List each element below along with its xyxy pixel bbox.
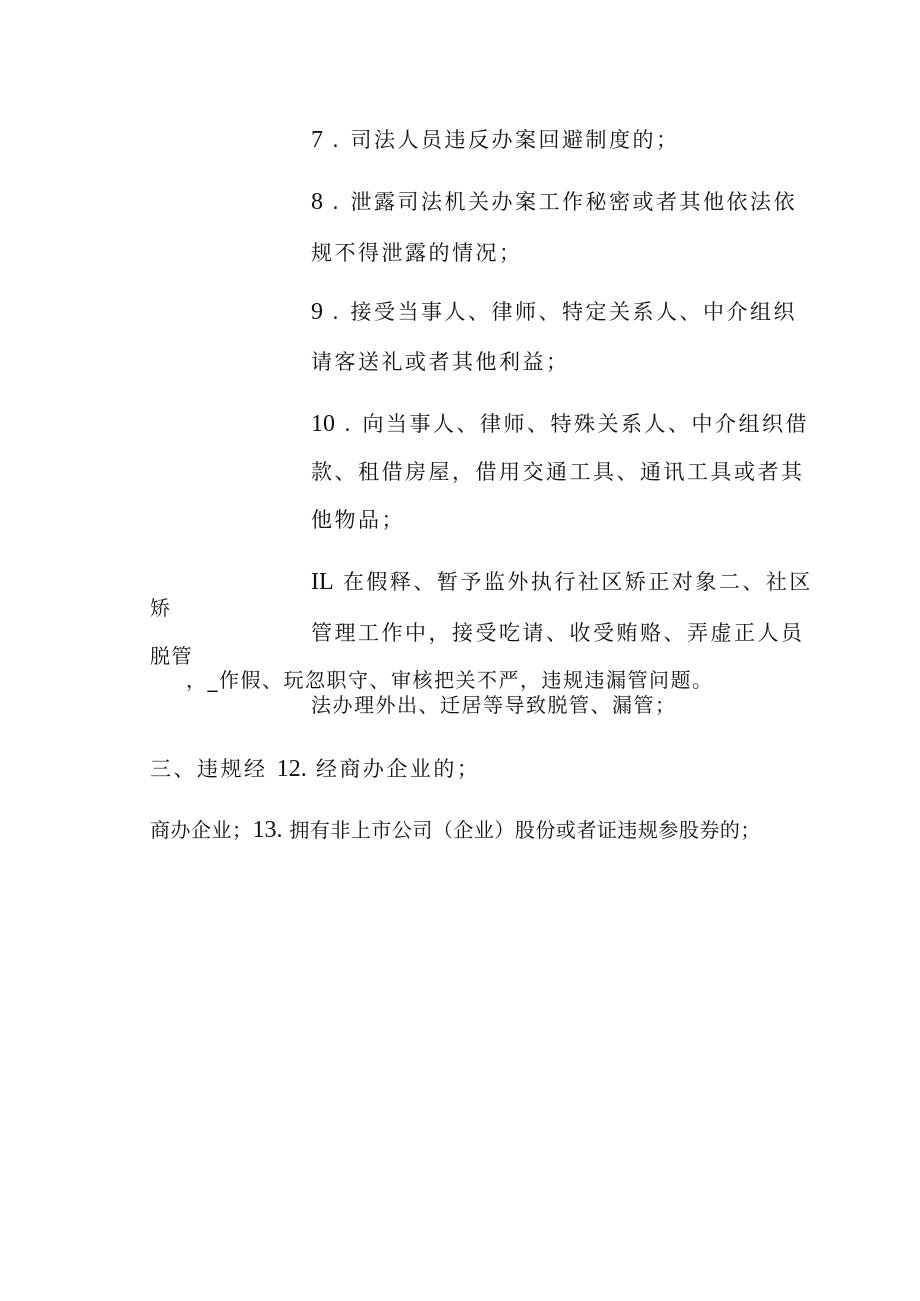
item-8-line-1 — [311, 190, 797, 214]
item-11-line-2: 管理工作中，接受吃请、收受贿赂、弄虚正人员 — [311, 621, 805, 645]
item-10-line-2: 款、租借房屋，借用交通工具、通讯工具或者其 — [311, 460, 805, 484]
item-9-text-1: . 接受当事人、律师、特定关系人、中介组织 — [323, 300, 798, 324]
item-12-number: 12. — [276, 756, 307, 782]
item-11-line-1 — [311, 570, 813, 594]
item-8-text-1: . 泄露司法机关办案工作秘密或者其他依法依 — [323, 190, 798, 214]
item-13-line — [150, 818, 761, 842]
item-11-number: IL — [311, 569, 334, 595]
item-13-prefix: 商办企业； — [150, 818, 253, 842]
item-10-text-1: . 向当事人、律师、特殊关系人、中介组织借 — [335, 412, 810, 436]
item-7-number: 7 — [311, 127, 323, 153]
item-9-number: 9 — [311, 299, 323, 325]
item-10-line-1 — [311, 412, 809, 436]
item-7 — [311, 128, 680, 152]
item-10-number: 10 — [311, 411, 335, 437]
item-11-text-1: 在假释、暂予监外执行社区矫正对象二、社区 — [333, 570, 813, 594]
item-9-line-1 — [311, 300, 797, 324]
section-3-heading: 三、违规经 — [150, 757, 277, 781]
item-11-side-fragment-2: 脱管 — [150, 644, 193, 668]
section-3-line — [150, 757, 480, 781]
item-13-text: 拥有非上市公司（企业）股份或者证违规参股券的； — [282, 818, 761, 842]
item-8-number: 8 — [311, 189, 323, 215]
item-11-side-fragment-1: 矫 — [150, 596, 172, 620]
item-12-text: 经商办企业的； — [306, 757, 481, 781]
item-11-line-4: 法办理外出、迁居等导致脱管、漏管； — [311, 693, 677, 717]
item-13-number: 13. — [252, 817, 283, 843]
item-9-line-2: 请客送礼或者其他利益； — [311, 350, 570, 374]
item-11-line-3: ，_作假、玩忽职守、审核把关不严，违规违漏管问题。 — [186, 668, 714, 692]
item-8-line-2: 规不得泄露的情况； — [311, 241, 523, 265]
item-10-line-3: 他物品； — [311, 508, 405, 532]
item-7-text: . 司法人员违反办案回避制度的； — [323, 128, 680, 152]
